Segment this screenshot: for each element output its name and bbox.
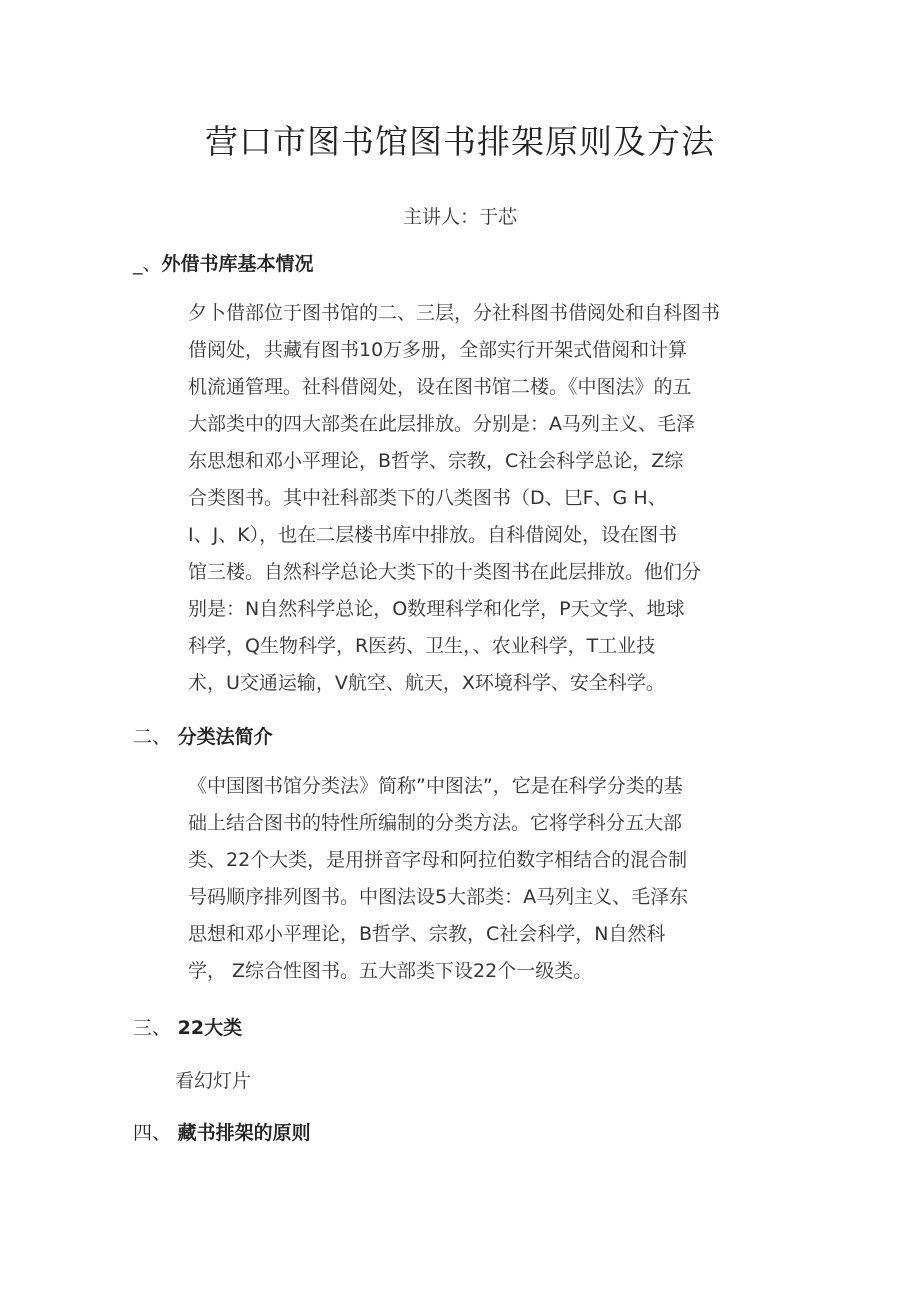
paragraph-line: 借阅处，共藏有图书10万多册，全部实行开架式借阅和计算: [188, 339, 688, 361]
section-2-heading: [133, 722, 273, 749]
paragraph-line: 类、22个大类，是用拼音字母和阿拉伯数字相结合的混合制: [188, 849, 688, 871]
section-2-title: 分类法简介: [177, 726, 273, 748]
section-3-title: 22大类: [177, 1017, 243, 1039]
paragraph-line: 《中国图书馆分类法》简称”中图法”，它是在科学分类的基: [188, 775, 683, 797]
paragraph-line: 别是：N自然科学总论，O数理科学和化学，P天文学、地球: [188, 598, 685, 620]
paragraph-line: 夕卜借部位于图书馆的二、三层，分社科图书借阅处和自科图书: [188, 302, 721, 324]
section-1-heading: [133, 249, 314, 276]
section-1-number: _、: [133, 253, 162, 275]
section-4-number: 四、: [133, 1122, 172, 1144]
paragraph-line: 础上结合图书的特性所编制的分类方法。它将学科分五大部: [188, 812, 683, 834]
section-3-number: 三、: [133, 1017, 172, 1039]
paragraph-line: 大部类中的四大部类在此层排放。分别是：A马列主义、毛泽: [188, 413, 695, 435]
paragraph-line: 东思想和邓小平理论，B哲学、宗教，C社会科学总论，Z综: [188, 450, 684, 472]
document-title: 营口市图书馆图书排架原则及方法: [205, 122, 715, 161]
paragraph-line: 科学，Q生物科学，R医药、卫生，、农业科学，T工业技: [188, 635, 656, 657]
paragraph-line: 学， Z综合性图书。五大部类下设22个一级类。: [188, 960, 593, 982]
section-4-title: 藏书排架的原则: [177, 1122, 311, 1144]
section-2-number: 二、: [133, 726, 172, 748]
paragraph-line: I、J、K），也在二层楼书库中排放。自科借阅处，设在图书: [188, 524, 678, 546]
section-3-heading: [133, 1013, 242, 1040]
speaker-line: 主讲人：于芯: [402, 206, 517, 228]
section-4-heading: [133, 1118, 311, 1145]
section-3-text: 看幻灯片: [175, 1070, 252, 1092]
paragraph-line: 号码顺序排列图书。中图法设5大部类：A马列主义、毛泽东: [188, 886, 689, 908]
section-1-paragraph: [188, 295, 720, 702]
paragraph-line: 合类图书。其中社科部类下的八类图书（D、巳F、G H、: [188, 487, 667, 509]
paragraph-line: 思想和邓小平理论，B哲学、宗教，C社会科学，N自然科: [188, 923, 666, 945]
paragraph-line: 机流通管理。社科借阅处，设在图书馆二楼。《中图法》的五: [188, 376, 692, 398]
section-1-title: 外借书库基本情况: [161, 253, 314, 275]
section-2-paragraph: [188, 768, 688, 990]
paragraph-line: 馆三楼。自然科学总论大类下的十类图书在此层排放。他们分: [188, 561, 702, 583]
paragraph-line: 术，U交通运输，V航空、航天，X环境科学、安全科学。: [188, 672, 665, 694]
